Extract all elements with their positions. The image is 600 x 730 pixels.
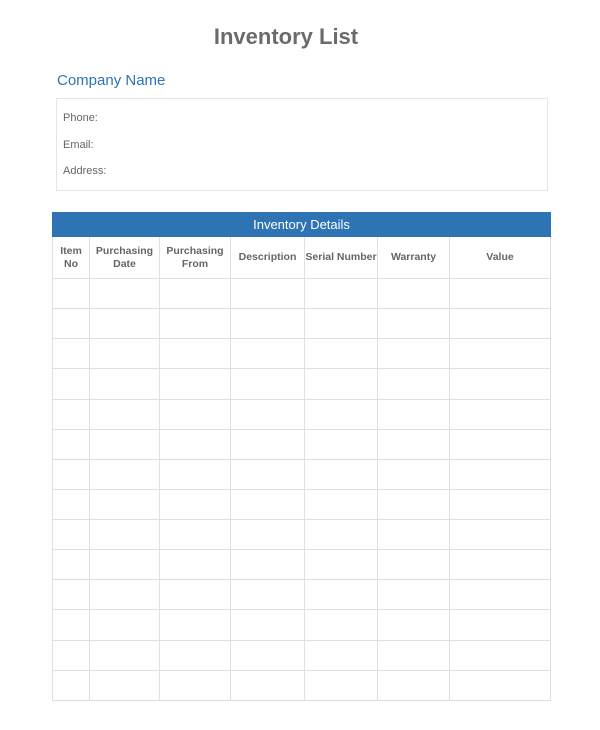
table-cell[interactable] [53,339,90,369]
table-row [53,640,551,670]
table-cell[interactable] [378,580,450,610]
table-cell[interactable] [231,580,305,610]
inventory-table [52,212,551,701]
table-cell[interactable] [90,279,160,309]
table-cell[interactable] [160,339,231,369]
table-cell[interactable] [53,550,90,580]
table-cell[interactable] [90,550,160,580]
table-cell[interactable] [305,429,378,459]
table-cell[interactable] [378,309,450,339]
table-cell[interactable] [305,309,378,339]
table-cell[interactable] [378,369,450,399]
table-cell[interactable] [305,399,378,429]
column-header: Warranty [378,237,450,279]
table-cell[interactable] [231,369,305,399]
table-cell[interactable] [90,459,160,489]
table-row [53,610,551,640]
table-cell[interactable] [378,459,450,489]
table-cell[interactable] [160,520,231,550]
table-cell[interactable] [450,640,551,670]
table-row [53,369,551,399]
table-cell[interactable] [305,580,378,610]
table-cell[interactable] [378,399,450,429]
table-cell[interactable] [378,670,450,700]
column-header: Value [450,237,551,279]
table-cell[interactable] [231,339,305,369]
table-row [53,279,551,309]
table-cell[interactable] [450,399,551,429]
table-cell[interactable] [53,520,90,550]
table-cell[interactable] [378,339,450,369]
table-cell[interactable] [378,520,450,550]
table-cell[interactable] [160,459,231,489]
table-cell[interactable] [231,610,305,640]
table-cell[interactable] [90,520,160,550]
table-row [53,429,551,459]
table-row [53,580,551,610]
table-cell[interactable] [160,309,231,339]
table-cell[interactable] [90,369,160,399]
table-cell[interactable] [231,550,305,580]
table-cell[interactable] [53,429,90,459]
table-cell[interactable] [378,279,450,309]
table-cell[interactable] [378,429,450,459]
table-cell[interactable] [53,670,90,700]
table-cell[interactable] [378,640,450,670]
table-cell[interactable] [90,429,160,459]
table-cell[interactable] [305,610,378,640]
table-cell[interactable] [231,670,305,700]
table-cell[interactable] [450,489,551,519]
table-cell[interactable] [160,670,231,700]
table-cell[interactable] [53,399,90,429]
table-cell[interactable] [53,369,90,399]
column-header: Purchasing From [160,237,231,279]
table-cell[interactable] [53,489,90,519]
table-row [53,399,551,429]
table-cell[interactable] [53,610,90,640]
table-cell[interactable] [160,429,231,459]
table-cell[interactable] [90,399,160,429]
page-title: Inventory List [213,24,359,49]
table-cell[interactable] [160,279,231,309]
table-cell[interactable] [53,580,90,610]
table-cell[interactable] [305,670,378,700]
table-cell[interactable] [90,309,160,339]
address-label: Address: [63,165,107,177]
table-cell[interactable] [90,670,160,700]
phone-label: Phone: [63,112,98,124]
table-cell[interactable] [160,550,231,580]
table-cell[interactable] [160,489,231,519]
table-cell[interactable] [450,339,551,369]
table-cell[interactable] [305,550,378,580]
column-header: Description [231,237,305,279]
table-row [53,309,551,339]
table-cell[interactable] [231,459,305,489]
table-cell[interactable] [450,550,551,580]
table-row [53,339,551,369]
table-cell[interactable] [231,279,305,309]
table-cell[interactable] [90,580,160,610]
table-cell[interactable] [378,489,450,519]
table-cell[interactable] [53,459,90,489]
table-cell[interactable] [160,640,231,670]
table-cell[interactable] [231,309,305,339]
table-cell[interactable] [305,489,378,519]
company-info-box [56,98,548,191]
table-cell[interactable] [53,640,90,670]
table-cell[interactable] [450,580,551,610]
table-cell[interactable] [450,520,551,550]
table-cell[interactable] [450,369,551,399]
table-cell[interactable] [231,399,305,429]
table-row [53,670,551,700]
table-cell[interactable] [450,610,551,640]
email-label: Email: [63,139,94,151]
table-row [53,459,551,489]
table-cell[interactable] [53,279,90,309]
table-cell[interactable] [450,279,551,309]
table-cell[interactable] [90,610,160,640]
table-cell[interactable] [378,610,450,640]
table-cell[interactable] [450,670,551,700]
company-name[interactable]: Company Name [57,72,166,89]
table-row [53,550,551,580]
table-cell[interactable] [90,640,160,670]
table-cell[interactable] [305,369,378,399]
table-row [53,489,551,519]
table-cell[interactable] [305,279,378,309]
table-cell[interactable] [231,640,305,670]
table-cell[interactable] [90,339,160,369]
table-cell[interactable] [231,429,305,459]
table-cell[interactable] [53,309,90,339]
table-cell[interactable] [305,640,378,670]
table-cell[interactable] [305,339,378,369]
table-cell[interactable] [450,459,551,489]
table-cell[interactable] [160,610,231,640]
table-cell[interactable] [378,550,450,580]
table-cell[interactable] [90,489,160,519]
table-cell[interactable] [450,309,551,339]
table-title: Inventory Details [53,213,551,237]
table-cell[interactable] [160,580,231,610]
column-header: Item No [53,237,90,279]
table-cell[interactable] [305,520,378,550]
table-cell[interactable] [231,489,305,519]
table-cell[interactable] [231,520,305,550]
column-header: Purchasing Date [90,237,160,279]
table-cell[interactable] [450,429,551,459]
table-cell[interactable] [305,459,378,489]
table-cell[interactable] [160,369,231,399]
table-row [53,520,551,550]
table-cell[interactable] [160,399,231,429]
column-header: Serial Number [305,237,378,279]
